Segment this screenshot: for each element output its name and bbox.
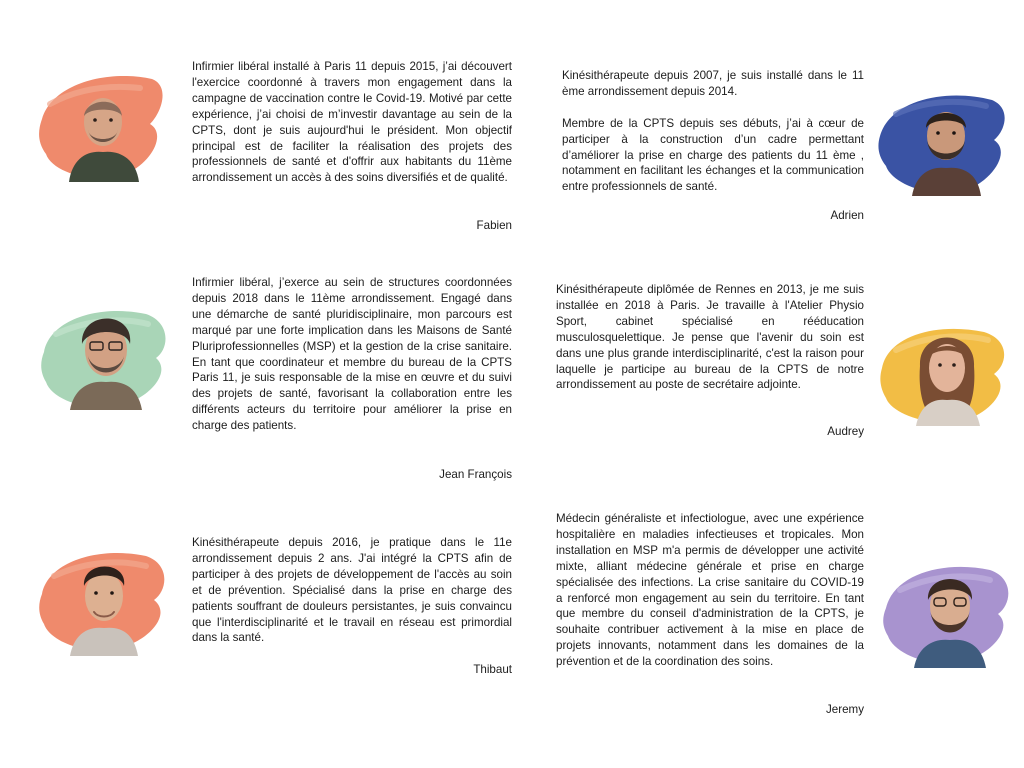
avatar (876, 306, 1016, 426)
profile-bio-paragraph: Infirmier libéral installé à Paris 11 depuis 2015, j’ai découvert l'exercice coordonné à travers mon engagement dans la campagne de vaccination contre le Covid-19. Motivé par cette expérience, j’ai choisi de m’investir davantage au sein de la CPTS, dont je suis aujourd'hui le président. Mon objectif principal est de faciliter la réalisation des projets des professionnels de santé et d'offrir aux habitants du 11ème arrondissement un accès à des soins diversifiés et de qualité. (192, 60, 512, 185)
avatar (34, 536, 174, 656)
profile-name: Jean François (439, 468, 512, 481)
profile-bio-paragraph: Kinésithérapeute depuis 2007, je suis installé dans le 11 ème arrondissement depuis 2014. (562, 69, 864, 98)
profile-name: Fabien (476, 219, 512, 232)
profile-bio (562, 68, 864, 195)
portrait-icon (876, 306, 1016, 426)
profile-bio-paragraph: Kinésithérapeute diplômée de Rennes en 2013, je me suis installée en 2018 à Paris. Je travaille à l'Atelier Physio Sport, cabinet spécialisé en rééducation musculosquelettique. Je pense que l'avenir du soin est dans une plus grande interdisciplinarité, c'est la raison pour laquelle je participe au bureau de la CPTS de notre arrondissement au poste de secrétaire adjointe. (556, 283, 864, 392)
profile-bio (192, 275, 512, 434)
profile-bio-paragraph: Infirmier libéral, j’exerce au sein de structures coordonnées depuis 2018 dans le 11ème arrondissement. Engagé dans une démarche de santé pluridisciplinaire, mon parcours est marqué par une forte implication dans les Maisons de Santé Pluriprofessionnelles (MSP) et la gestion de la crise sanitaire. En tant que coordinateur et membre du bureau de la CPTS Paris 11, je suis responsable de la mise en œuvre et du suivi des projets de santé, favorisant la collaboration entre les différents acteurs du territoire pour améliorer la prise en charge des patients. (192, 276, 512, 433)
avatar (880, 548, 1020, 668)
profile-name: Audrey (827, 425, 864, 438)
profile-bio-paragraph: Kinésithérapeute depuis 2016, je pratique dans le 11e arrondissement depuis 2 ans. J'ai intégré la CPTS afin de participer à des projets de développement de l'accès au soin et de prévention. Spécialisé dans la prise en charge des patients souffrant de douleurs persistantes, je suis convaincu que l'interdisciplinarité et le travail en réseau est primordial dans la santé. (192, 536, 512, 645)
portrait-icon (34, 536, 174, 656)
profile-bio (556, 282, 864, 393)
portrait-icon (36, 292, 176, 412)
profile-bio (556, 511, 864, 670)
profile-name: Adrien (830, 209, 864, 222)
profile-bio-paragraph: Membre de la CPTS depuis ses débuts, j’ai à cœur de participer à la construction d’un cadre permettant d’améliorer la prise en charge des patients du 11 ème , notamment en facilitant les échanges et la communication entre professionnels de santé. (562, 116, 864, 194)
avatar (874, 78, 1014, 198)
portrait-icon (874, 78, 1014, 198)
profile-name: Jeremy (825, 703, 864, 716)
profile-name: Thibaut (473, 663, 512, 676)
portrait-icon (32, 64, 172, 184)
profile-bio (192, 535, 512, 646)
avatar (36, 292, 176, 412)
avatar (32, 64, 172, 184)
portrait-icon (880, 548, 1020, 668)
profile-bio (192, 59, 512, 186)
profile-bio-paragraph: Médecin généraliste et infectiologue, avec une expérience hospitalière en maladies infectieuses et tropicales. Mon installation en MSP m'a permis de développer une activité mixte, alliant médecine générale et prise en charge spécialisée des infections. La crise sanitaire du COVID-19 a renforcé mon engagement au sein du territoire. En tant que membre du conseil d'administration de la CPTS, je souhaite contribuer activement à la mise en place de projets innovants, notamment dans les domaines de la prévention et de la coordination des soins. (556, 512, 864, 669)
